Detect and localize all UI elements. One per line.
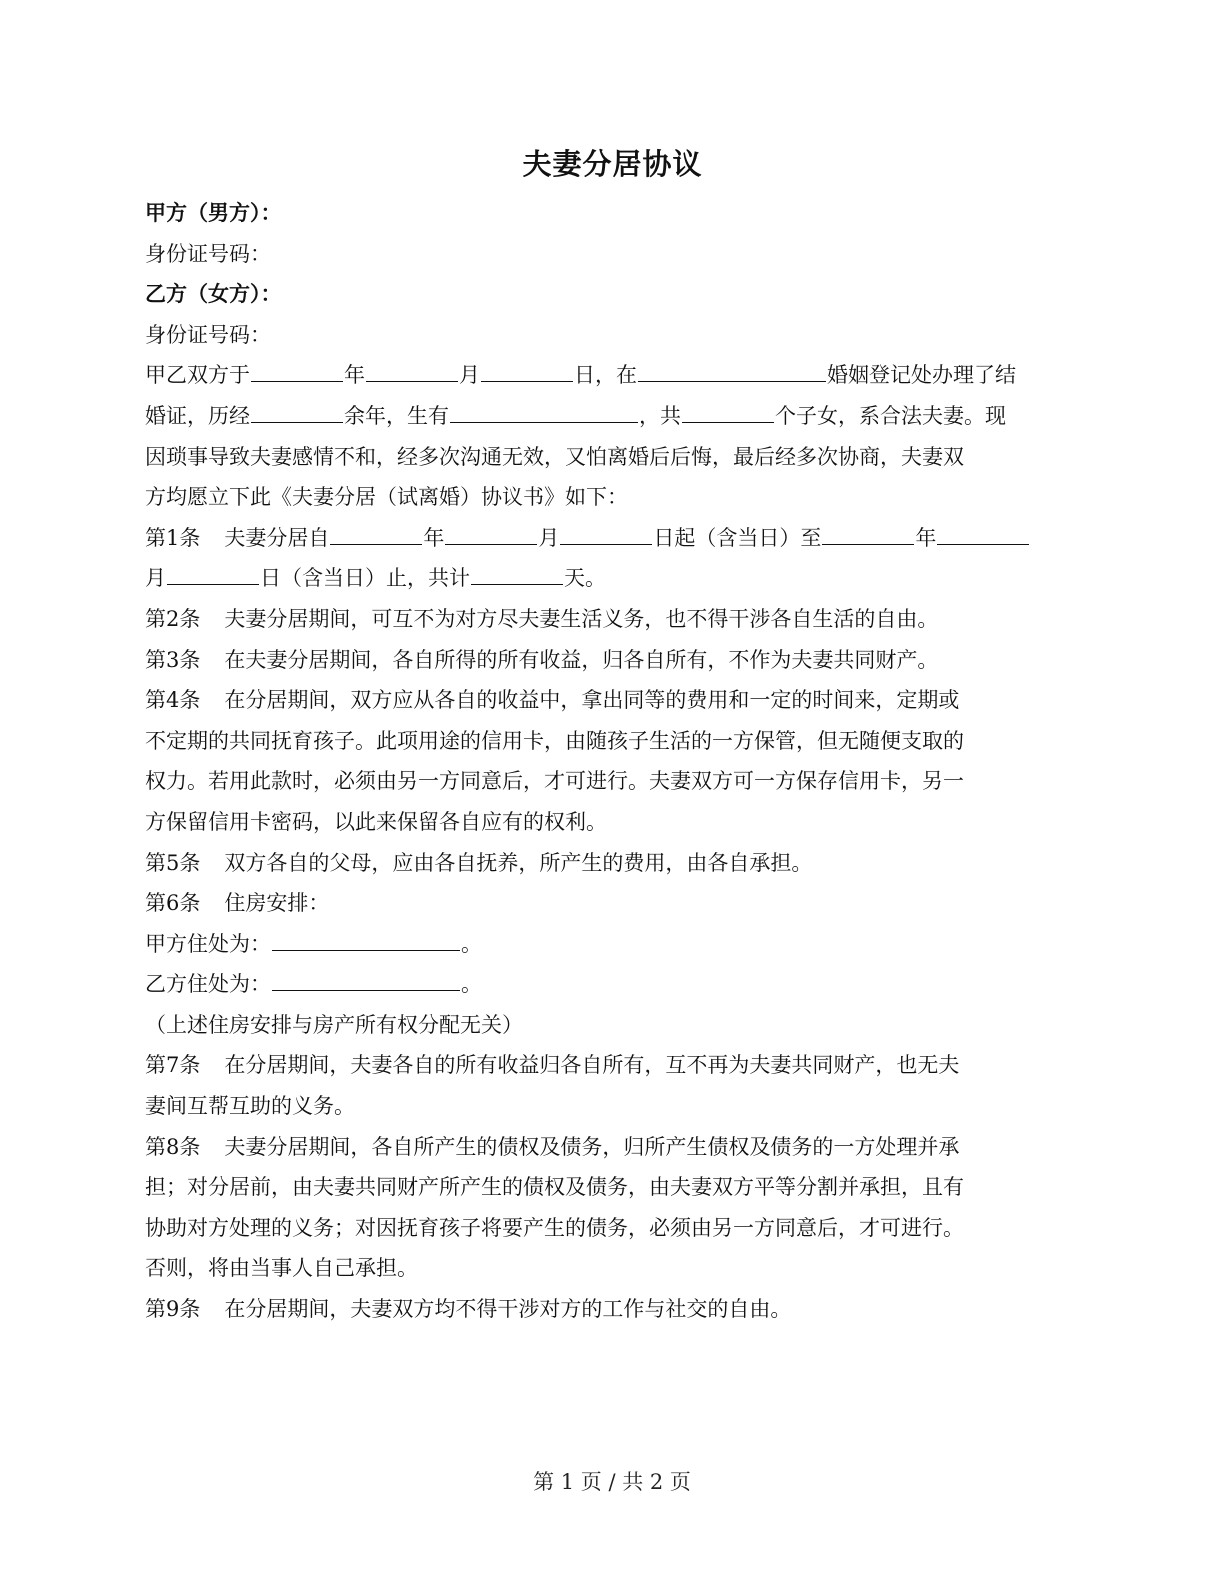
party-b-label: 乙方（女方）： (145, 282, 282, 307)
intro-line-2: 婚证，历经 余年，生有 ，共 个子女，系合法夫妻。现 (145, 403, 1006, 428)
article-4-line-3: 权力。若用此款时，必须由另一方同意后，才可进行。夫妻双方可一方保存信用卡，另一 (145, 769, 964, 794)
party-b-residence-blank[interactable] (272, 970, 460, 991)
intro-line-3: 因琐事导致夫妻感情不和，经多次沟通无效，又怕离婚后后悔，最后经多次协商，夫妻双 (145, 444, 964, 469)
marriage-day-blank[interactable] (481, 361, 573, 382)
party-a-residence: 甲方住处为： 。 (145, 931, 482, 956)
article-8-line-2: 担；对分居前，由夫妻共同财产所产生的债权及债务，由夫妻双方平等分割并承担，且有 (145, 1175, 964, 1200)
marriage-year-blank[interactable] (251, 361, 343, 382)
article-4-line-4: 方保留信用卡密码，以此来保留各自应有的权利。 (145, 809, 607, 834)
party-a-id-label: 身份证号码： (145, 241, 271, 266)
article-4-line-2: 不定期的共同抚育孩子。此项用途的信用卡，由随孩子生活的一方保管，但无随便支取的 (145, 728, 964, 753)
end-year-blank[interactable] (822, 524, 914, 545)
article-7-label: 第7条 (145, 1053, 201, 1078)
article-4-label: 第4条 (145, 688, 201, 713)
housing-note: （上述住房安排与房产所有权分配无关） (145, 1012, 523, 1037)
article-8-line-4: 否则，将由当事人自己承担。 (145, 1256, 418, 1281)
article-2: 第2条 夫妻分居期间，可互不为对方尽夫妻生活义务，也不得干涉各自生活的自由。 (145, 606, 939, 631)
start-month-blank[interactable] (445, 524, 537, 545)
start-year-blank[interactable] (330, 524, 422, 545)
article-7-line-1: 第7条 在分居期间，夫妻各自的所有收益归各自所有，互不再为夫妻共同财产，也无夫 (145, 1053, 960, 1078)
end-day-blank[interactable] (167, 564, 259, 585)
party-a-label: 甲方（男方）： (145, 201, 282, 225)
article-2-label: 第2条 (145, 606, 201, 631)
marriage-month-blank[interactable] (366, 361, 458, 382)
total-days-blank[interactable] (471, 564, 563, 585)
article-8-line-3: 协助对方处理的义务；对因抚育孩子将要产生的债务，必须由另一方同意后，才可进行。 (145, 1215, 964, 1240)
intro-line-4: 方均愿立下此《夫妻分居（试离婚）协议书》如下： (145, 485, 628, 510)
article-7-line-2: 妻间互帮互助的义务。 (145, 1094, 355, 1119)
years-married-blank[interactable] (251, 402, 343, 423)
article-1-line-2: 月 日（含当日）止，共计 天。 (145, 566, 606, 591)
article-1-label: 第1条 (145, 525, 201, 550)
article-8-line-1: 第8条 夫妻分居期间，各自所产生的债权及债务，归所产生债权及债务的一方处理并承 (145, 1134, 960, 1159)
article-9: 第9条 在分居期间，夫妻双方均不得干涉对方的工作与社交的自由。 (145, 1297, 792, 1322)
registry-office-blank[interactable] (638, 361, 826, 382)
article-3-label: 第3条 (145, 647, 201, 672)
party-b-id-label: 身份证号码： (145, 322, 271, 347)
article-3: 第3条 在夫妻分居期间，各自所得的所有收益，归各自所有，不作为夫妻共同财产。 (145, 647, 939, 672)
article-1-line-1: 第1条 夫妻分居自 年 月 日起（含当日）至 年 (145, 518, 1090, 559)
party-b-residence: 乙方住处为： 。 (145, 972, 482, 997)
children-blank[interactable] (450, 402, 638, 423)
article-6-label: 第6条 (145, 891, 201, 916)
intro-line-1: 甲乙双方于 年 月 日，在 婚姻登记处办理了结 (145, 363, 1016, 388)
article-5: 第5条 双方各自的父母，应由各自抚养，所产生的费用，由各自承担。 (145, 850, 813, 875)
article-4-line-1: 第4条 在分居期间，双方应从各自的收益中，拿出同等的费用和一定的时间来，定期或 (145, 688, 960, 713)
article-6: 第6条 住房安排： (145, 891, 330, 916)
document-body (145, 193, 1090, 1330)
article-5-label: 第5条 (145, 850, 201, 875)
children-count-blank[interactable] (682, 402, 774, 423)
start-day-blank[interactable] (560, 524, 652, 545)
end-month-blank[interactable] (937, 524, 1029, 545)
document-title: 夫妻分居协议 (522, 147, 703, 181)
party-a-residence-blank[interactable] (272, 930, 460, 951)
article-8-label: 第8条 (145, 1134, 201, 1159)
page-indicator: 第 1 页 / 共 2 页 (533, 1470, 691, 1494)
article-9-label: 第9条 (145, 1297, 201, 1322)
